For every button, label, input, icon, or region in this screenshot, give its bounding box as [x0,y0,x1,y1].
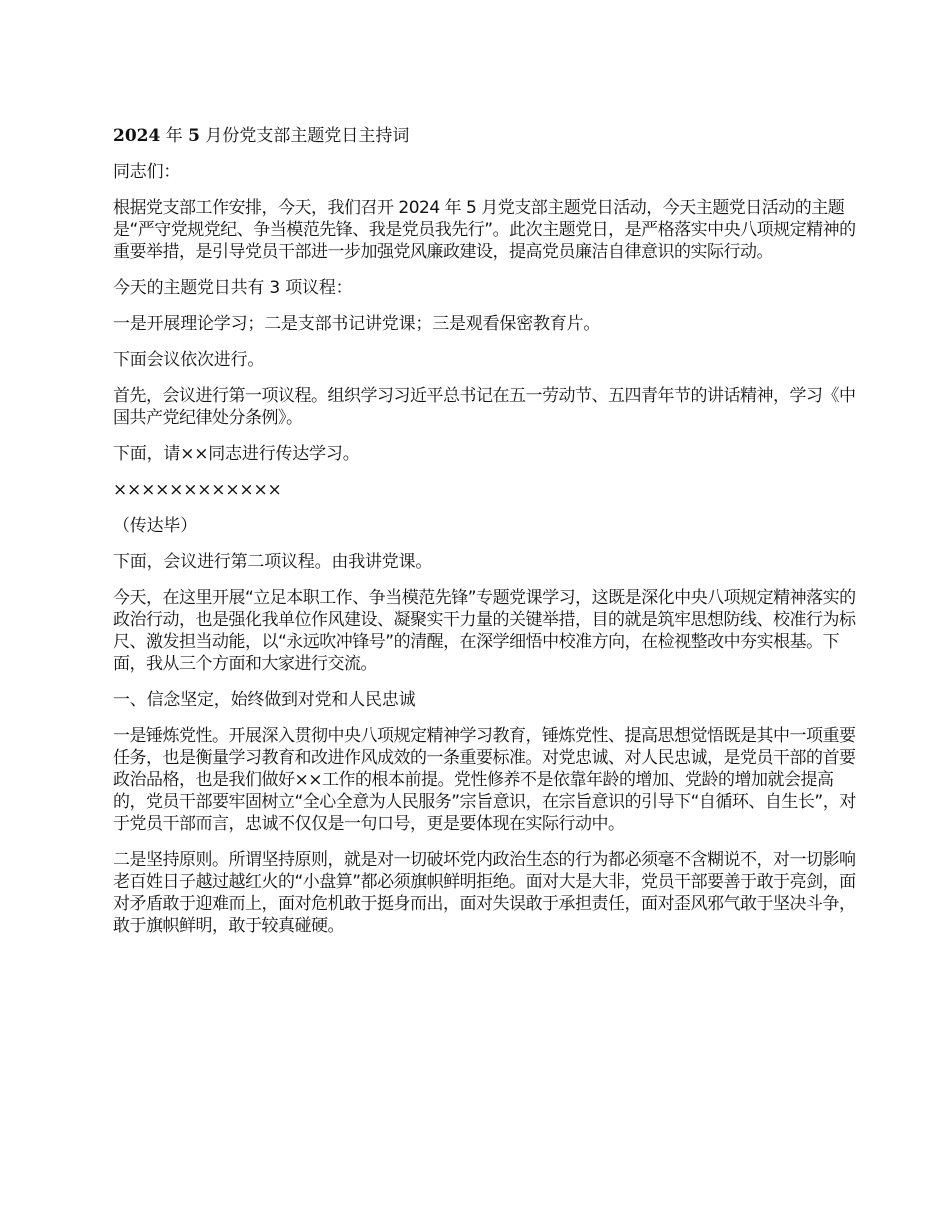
document-title [113,125,858,147]
title-text: 月份党支部主题党日主持词 [199,126,410,146]
point-one: 一是锤炼党性。开展深入贯彻中央八项规定精神学习教育，锤炼党性、提高思想觉悟既是其中一项重要任务，也是衡量学习教育和改进作风成效的一条重要标准。对党忠诚、对人民忠诚，是党员干部的首要政治品格，也是我们做好××工作的根本前提。党性修养不是依靠年龄的增加、党龄的增加就会提高的，党员干部要牢固树立“全心全意为人民服务”宗旨意识，在宗旨意识的引导下“自循环、自生长”，对于党员干部而言，忠诚不仅仅是一句口号，更是要体现在实际行动中。 [113,726,856,834]
intro-paragraph: 根据党支部工作安排，今天，我们召开 2024 年 5 月党支部主题党日活动，今天主题党日活动的主题是“严守党规党纪、争当模范先锋、我是党员我先行”。此次主题党日，是严格落实中央八项规定精神的重要举措，是引导党员干部进一步加强党风廉政建设，提高党员廉洁自律意识的实际行动。 [113,198,856,262]
title-text: 年 [160,126,189,146]
point-two: 二是坚持原则。所谓坚持原则，就是对一切破坏党内政治生态的行为都必须毫不含糊说不，对一切影响老百姓日子越过越红火的“小盘算”都必须旗帜鲜明拒绝。面对大是大非，党员干部要善于敢于亮剑，面对矛盾敢于迎难而上，面对危机敢于挺身而出，面对失误敢于承担责任，面对歪风邪气敢于坚决斗争，敢于旗帜鲜明，敢于较真碰硬。 [113,850,856,936]
salutation: 同志们： [113,162,181,182]
relay-done: （传达毕） [113,516,197,536]
title-year: 2024 [113,126,161,146]
agenda-two: 下面，会议进行第二项议程。由我讲党课。 [113,552,433,572]
section-heading-1: 一、信念坚定，始终做到对党和人民忠诚 [113,690,416,710]
lecture-intro: 今天，在这里开展“立足本职工作、争当模范先锋”专题党课学习，这既是深化中央八项规定精神落实的政治行动，也是强化我单位作风建设、凝聚实干力量的关键举措，目的就是筑牢思想防线、校准行为标尺、激发担当动能，以“永远吹冲锋号”的清醒，在深学细悟中校准方向，在检视整改中夯实根基。下面，我从三个方面和大家进行交流。 [113,588,856,674]
proceed-note: 下面会议依次进行。 [113,350,265,370]
placeholder-text: ×××××××××××× [113,480,282,500]
document-page [113,125,858,951]
relay-request: 下面，请××同志进行传达学习。 [113,444,360,464]
agenda-items: 一是开展理论学习；二是支部书记讲党课；三是观看保密教育片。 [113,314,601,334]
agenda-one: 首先，会议进行第一项议程。组织学习习近平总书记在五一劳动节、五四青年节的讲话精神，学习《中国共产党纪律处分条例》。 [113,386,856,428]
title-month: 5 [188,126,200,146]
agenda-count: 今天的主题党日共有 3 项议程： [113,278,353,298]
